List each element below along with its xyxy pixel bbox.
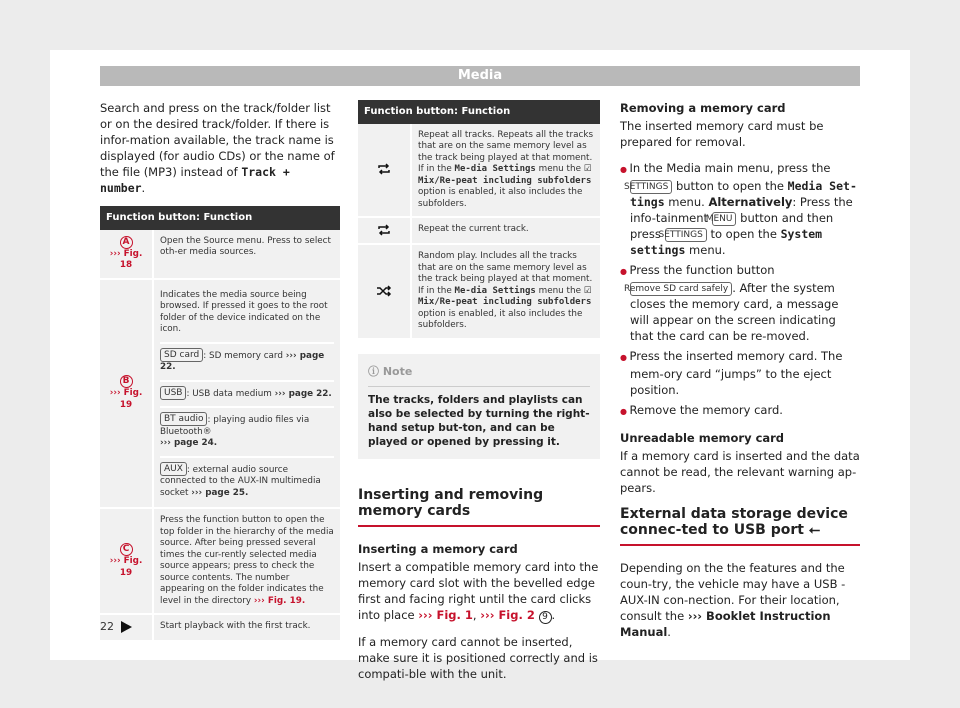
- function-table-2: [358, 100, 600, 340]
- t: to open the: [710, 227, 777, 241]
- row-ref[interactable]: ››› Fig. 18: [109, 248, 143, 270]
- list-item: ● Remove the memory card.: [620, 402, 860, 420]
- repeat-one-icon: [376, 224, 392, 236]
- row-text-a: Repeat all tracks. Repeats all the tracks that are on the same memory level as the track being played at that moment. If in the: [418, 129, 594, 174]
- play-icon: [120, 621, 132, 633]
- page-header: Media: [100, 66, 860, 86]
- intro-code: Track + number: [100, 165, 290, 195]
- column-3: [620, 100, 860, 650]
- checkbox-icon: ☑: [583, 285, 592, 296]
- row-text-ref[interactable]: ››› Fig. 19.: [253, 595, 306, 606]
- row-ref[interactable]: ››› Fig. 19: [109, 556, 143, 578]
- t: System settings: [630, 227, 823, 257]
- row-mono2: Mix/Re-peat including subfolders: [418, 297, 592, 307]
- usb-paragraph: [620, 560, 860, 640]
- column-2: [358, 100, 600, 692]
- t: Press the function button: [629, 263, 775, 277]
- intro-paragraph: [100, 100, 340, 196]
- column-1: [100, 100, 340, 642]
- sub-ref[interactable]: ››› page 22.: [274, 388, 332, 399]
- sub-text: : SD memory card: [203, 350, 283, 361]
- t: .: [667, 625, 671, 639]
- t: Media Set-tings: [630, 179, 857, 209]
- menu-key: MENU: [712, 212, 737, 226]
- list-item: [620, 160, 860, 258]
- t: menu.: [689, 243, 726, 257]
- row-text: [411, 124, 600, 218]
- settings-key-2: SETTINGS: [665, 228, 707, 242]
- settings-key: SETTINGS: [630, 180, 672, 194]
- insert-paragraph: Insert a compatible memory card into the memory card slot with the bevelled edge first and facing right until the card clicks into place ››› Fig. 1, ››› Fig. 2 9 .: [358, 559, 599, 622]
- t: : Press the info-tainment: [630, 195, 853, 225]
- table-row: [100, 230, 340, 279]
- shuffle-icon: [376, 285, 392, 297]
- sub-text: : playing audio files via Bluetooth®: [160, 415, 310, 437]
- sub-item: [160, 408, 334, 458]
- unreadable-paragraph: If a memory card is inserted and the data cannot be read, the relevant warning ap-pears.: [620, 449, 860, 495]
- insert-text: Insert a compatible memory card into the memory card slot with the bevelled edge first and facing right until the card clicks into place: [358, 559, 599, 622]
- function-table-1: [100, 206, 340, 642]
- table-row: [100, 279, 340, 509]
- fig1-link[interactable]: ››› Fig. 1: [418, 607, 473, 622]
- row-text-b: menu the: [538, 164, 581, 174]
- remove-title: Removing a memory card: [620, 101, 786, 115]
- row-text: [153, 508, 340, 614]
- table-row: [358, 124, 600, 218]
- t: Alternatively: [708, 195, 793, 209]
- bt-audio-key: BT audio: [160, 412, 207, 426]
- note-box: [358, 354, 600, 459]
- usb-icon: ⭠: [808, 522, 821, 538]
- sub-text: : external audio source connected to the AUX-IN multimedia socket: [160, 464, 321, 498]
- row-ref[interactable]: ››› Fig. 19: [109, 388, 143, 410]
- sub-text: : USB data medium: [186, 388, 272, 399]
- table-row: [358, 217, 600, 244]
- t: Depending on the the features and the coun-try, the vehicle may have a USB - AUX-IN con-nection. For their location, consult the: [620, 561, 846, 623]
- t: In the Media main menu, press the: [629, 161, 831, 175]
- table-row: [358, 244, 600, 339]
- row-text: Open the Source menu. Press to select oth-er media sources.: [153, 230, 340, 279]
- key-a: A: [120, 236, 133, 249]
- sub-item: [160, 344, 334, 382]
- t: button to open the: [675, 179, 784, 193]
- aux-key: AUX: [160, 462, 187, 476]
- section-title: Inserting and removing memory cards: [358, 487, 600, 527]
- repeat-all-icon: [376, 163, 392, 175]
- table-row: [100, 508, 340, 614]
- row-mono: Me-dia Settings: [454, 285, 536, 296]
- list-item: [620, 262, 860, 344]
- sub-ref[interactable]: ››› page 22.: [160, 350, 325, 372]
- t: . After the system closes the memory card, a message will appear on the screen indicating that the card can be re-moved.: [630, 281, 839, 343]
- table-row: [100, 614, 340, 641]
- usb-title-text: External data storage device connec-ted to USB port: [620, 506, 848, 538]
- sd-card-key: SD card: [160, 348, 203, 362]
- row-text-c: option is enabled, it also includes the subfolders.: [418, 308, 583, 330]
- insert-paragraph-2: If a memory card cannot be inserted, make sure it is positioned correctly and is compati-ble with the unit.: [358, 634, 598, 681]
- row-text-c: option is enabled, it also includes the subfolders.: [418, 187, 583, 209]
- info-icon: ⓘ: [368, 364, 379, 378]
- t: menu.: [668, 195, 705, 209]
- note-title: Note: [382, 364, 413, 378]
- unreadable-title: Unreadable memory card: [620, 431, 785, 445]
- table2-header: Function button: Function: [358, 100, 600, 124]
- callout-9: 9: [539, 611, 552, 624]
- row-text: [411, 244, 600, 339]
- sub-item: [160, 382, 334, 409]
- key-b: B: [120, 375, 133, 388]
- t: button and then press: [630, 211, 834, 241]
- table1-header: Function button: Function: [100, 206, 340, 230]
- sub-ref[interactable]: ››› page 25.: [191, 487, 249, 498]
- list-item: ● Press the inserted memory card. The mem-ory card “jumps” to the eject position.: [620, 348, 860, 398]
- row-text-a: Random play. Includes all the tracks that are on the same memory level as the track being played at that moment. If in the: [418, 251, 593, 296]
- usb-section-title: [620, 506, 860, 546]
- checkbox-icon: ☑: [583, 164, 592, 174]
- remove-sd-key: Remove SD card safely: [630, 282, 732, 296]
- sep: ,: [472, 607, 477, 622]
- row-mono: Me-dia Settings: [454, 164, 536, 174]
- intro-text: Search and press on the track/folder list or on the desired track/folder. If there is infor-mation available, the track name is displayed (for audio CDs) or the name of the file (MP3) instead of: [100, 101, 335, 179]
- row-text: Start playback with the first track.: [153, 614, 340, 641]
- row-text-b: menu the: [538, 285, 581, 296]
- key-c: C: [120, 543, 133, 556]
- row-mono2: Mix/Re-peat including subfolders: [418, 175, 592, 186]
- intro-end: .: [141, 181, 146, 195]
- row-text-main: Press the function button to open the top folder in the hierarchy of the media source. After being pressed several times the cur-rently selected media source appears; press to check the source contents. The number appearing on the folder indicates the level in the directory: [160, 515, 334, 606]
- usb-key: USB: [160, 386, 186, 400]
- sub-ref[interactable]: ››› page 24.: [160, 438, 218, 448]
- page-number: 22: [100, 620, 114, 633]
- subsection-title: Inserting a memory card: [358, 541, 518, 556]
- booklet-link[interactable]: ››› Booklet Instruction Manual: [620, 609, 831, 639]
- row-text: Indicates the media source being browsed. If pressed it goes to the root folder of the device indicated on the icon.: [160, 286, 334, 344]
- sub-item: [160, 458, 334, 506]
- row-text: Repeat the current track.: [411, 217, 600, 244]
- note-body: The tracks, folders and playlists can also be selected by turning the right-hand setup but-ton, and can be played or opened by pressing it.: [368, 393, 590, 448]
- fig2-link[interactable]: ››› Fig. 2: [480, 607, 535, 622]
- remove-intro: The inserted memory card must be prepared for removal.: [620, 119, 824, 149]
